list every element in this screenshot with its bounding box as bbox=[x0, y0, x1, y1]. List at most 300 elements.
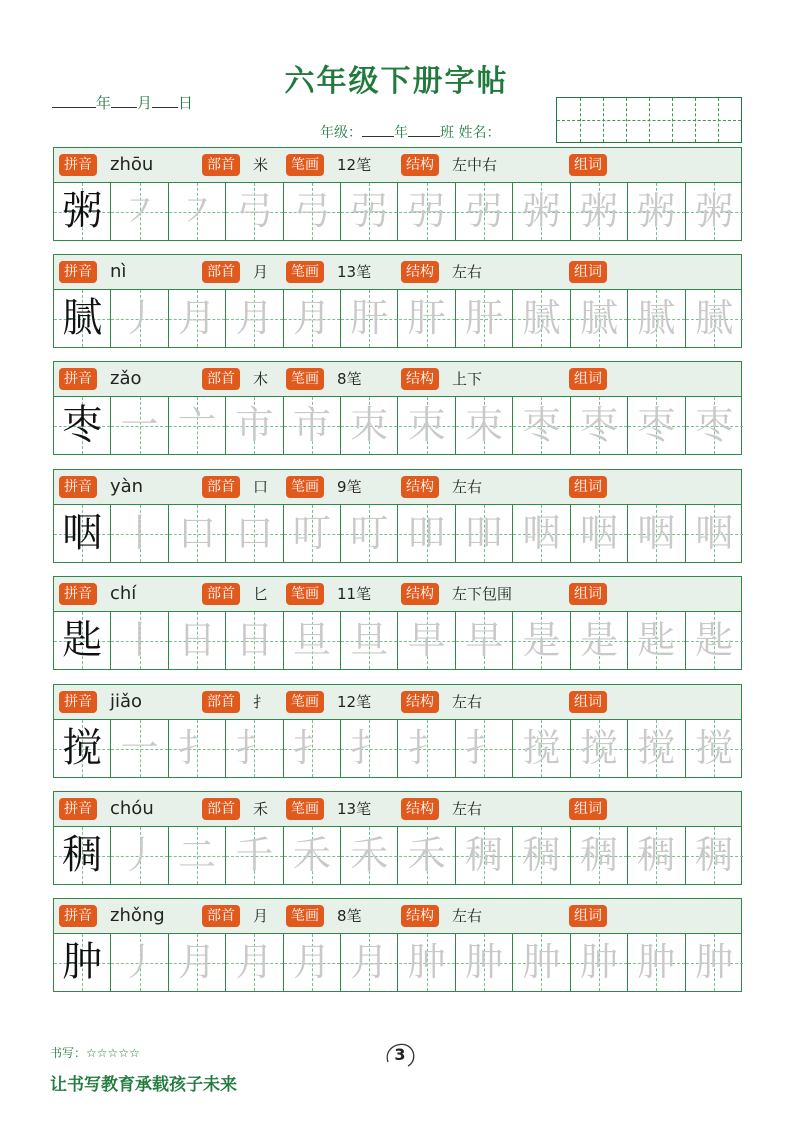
radical-value: 月 bbox=[253, 907, 269, 925]
strokes-value: 8笔 bbox=[337, 370, 362, 388]
grid-cell[interactable] bbox=[284, 720, 341, 777]
words-tag: 组词 bbox=[569, 261, 607, 283]
structure-value: 左右 bbox=[452, 800, 483, 818]
grid-cell[interactable] bbox=[111, 290, 168, 347]
grid-cell[interactable] bbox=[284, 934, 341, 991]
grid-cell[interactable] bbox=[169, 934, 226, 991]
grid-cell[interactable] bbox=[628, 934, 685, 991]
grid-cell[interactable] bbox=[54, 505, 111, 562]
trace-character: 搅 bbox=[637, 726, 676, 770]
grid-cell[interactable] bbox=[628, 827, 685, 884]
trace-character: ㇇ bbox=[177, 189, 216, 233]
pinyin-value: nì bbox=[110, 261, 127, 282]
trace-character: 肿 bbox=[465, 940, 504, 984]
structure-tag: 结构 bbox=[401, 154, 439, 176]
trace-character: 肿 bbox=[522, 940, 561, 984]
structure-value: 左右 bbox=[452, 478, 483, 496]
trace-character: 早 bbox=[407, 618, 446, 662]
trace-character: 粥 bbox=[695, 189, 734, 233]
grid-cell[interactable] bbox=[456, 505, 513, 562]
pinyin-tag: 拼音 bbox=[59, 476, 97, 498]
grid-cell[interactable] bbox=[513, 720, 570, 777]
trace-character: 朿 bbox=[465, 403, 504, 447]
grid-cell[interactable] bbox=[686, 720, 743, 777]
structure-tag: 结构 bbox=[401, 905, 439, 927]
trace-character: 月 bbox=[235, 296, 274, 340]
pinyin-value: chóu bbox=[110, 798, 154, 819]
writing-grid bbox=[53, 720, 742, 778]
grid-cell[interactable] bbox=[571, 290, 628, 347]
strokes-value: 8笔 bbox=[337, 907, 362, 925]
trace-character: 粥 bbox=[637, 189, 676, 233]
trace-character: 二 bbox=[177, 833, 216, 877]
grid-cell[interactable] bbox=[399, 183, 456, 240]
grid-cell[interactable] bbox=[628, 612, 685, 669]
trace-character: 旦 bbox=[292, 618, 331, 662]
trace-character: 肝 bbox=[407, 296, 446, 340]
trace-character: 搅 bbox=[695, 726, 734, 770]
structure-tag: 结构 bbox=[401, 368, 439, 390]
strokes-value: 12笔 bbox=[337, 693, 372, 711]
trace-character: 弓 bbox=[235, 189, 274, 233]
structure-value: 左下包围 bbox=[452, 585, 513, 603]
radical-tag: 部首 bbox=[202, 261, 240, 283]
pinyin-value: chí bbox=[110, 583, 137, 604]
radical-value: 月 bbox=[253, 263, 269, 281]
year-label: 年 bbox=[96, 94, 112, 112]
grid-cell[interactable] bbox=[513, 290, 570, 347]
trace-character: 弜 bbox=[350, 189, 389, 233]
grid-cell[interactable] bbox=[54, 397, 111, 454]
trace-character: 匙 bbox=[637, 618, 676, 662]
trace-character: 粥 bbox=[522, 189, 561, 233]
writing-grid bbox=[53, 934, 742, 992]
grid-cell[interactable] bbox=[341, 934, 398, 991]
trace-character: 千 bbox=[235, 833, 274, 877]
trace-character: 稠 bbox=[522, 833, 561, 877]
strokes-value: 12笔 bbox=[337, 156, 372, 174]
grade-blank[interactable] bbox=[362, 124, 394, 137]
strokes-tag: 笔画 bbox=[286, 476, 324, 498]
month-label: 月 bbox=[137, 94, 153, 112]
radical-value: 匕 bbox=[253, 585, 269, 603]
grid-cell[interactable] bbox=[169, 720, 226, 777]
trace-character: 市 bbox=[235, 403, 274, 447]
info-bar bbox=[53, 576, 742, 612]
grid-cell[interactable] bbox=[111, 934, 168, 991]
grid-cell[interactable] bbox=[54, 720, 111, 777]
grid-cell[interactable] bbox=[226, 934, 283, 991]
radical-tag: 部首 bbox=[202, 691, 240, 713]
grid-cell[interactable] bbox=[341, 290, 398, 347]
trace-character: 肿 bbox=[637, 940, 676, 984]
radical-value: 禾 bbox=[253, 800, 269, 818]
pinyin-tag: 拼音 bbox=[59, 691, 97, 713]
grid-cell[interactable] bbox=[284, 827, 341, 884]
trace-character: 搅 bbox=[522, 726, 561, 770]
model-character: 匙 bbox=[62, 617, 103, 663]
rating: 书写：☆☆☆☆☆ bbox=[50, 1046, 140, 1060]
grid-cell[interactable] bbox=[456, 397, 513, 454]
practice-block bbox=[53, 791, 742, 885]
trace-character: 匙 bbox=[695, 618, 734, 662]
trace-character: 月 bbox=[292, 940, 331, 984]
grid-cell[interactable] bbox=[111, 612, 168, 669]
trace-character: 肝 bbox=[465, 296, 504, 340]
page-title: 六年级下册字帖 bbox=[284, 64, 509, 99]
grid-cell[interactable] bbox=[456, 827, 513, 884]
grade-label: 年级： bbox=[320, 125, 362, 141]
page-number: 3 bbox=[382, 1040, 418, 1070]
grid-cell[interactable] bbox=[456, 612, 513, 669]
trace-character: 稠 bbox=[637, 833, 676, 877]
model-character: 咽 bbox=[62, 510, 103, 556]
grid-cell[interactable] bbox=[341, 720, 398, 777]
model-character: 搅 bbox=[62, 725, 103, 771]
trace-character: 腻 bbox=[522, 296, 561, 340]
radical-value: 口 bbox=[253, 478, 269, 496]
grid-cell[interactable] bbox=[399, 934, 456, 991]
trace-character: 亠 bbox=[177, 403, 216, 447]
trace-character: 腻 bbox=[695, 296, 734, 340]
radical-value: 扌 bbox=[253, 693, 269, 711]
trace-character: 枣 bbox=[579, 403, 618, 447]
trace-character: 扌 bbox=[350, 726, 389, 770]
trace-character: 口 bbox=[177, 511, 216, 555]
grid-cell[interactable] bbox=[284, 290, 341, 347]
words-tag: 组词 bbox=[569, 583, 607, 605]
grid-cell[interactable] bbox=[226, 827, 283, 884]
writing-grid bbox=[53, 612, 742, 670]
strokes-tag: 笔画 bbox=[286, 261, 324, 283]
trace-character: 肿 bbox=[407, 940, 446, 984]
trace-character: 咽 bbox=[579, 511, 618, 555]
date-line bbox=[52, 92, 193, 113]
strokes-value: 11笔 bbox=[337, 585, 372, 603]
grid-cell[interactable] bbox=[571, 397, 628, 454]
radical-tag: 部首 bbox=[202, 368, 240, 390]
grid-cell[interactable] bbox=[54, 934, 111, 991]
grid-cell[interactable] bbox=[399, 612, 456, 669]
pinyin-tag: 拼音 bbox=[59, 261, 97, 283]
grid-cell[interactable] bbox=[226, 183, 283, 240]
trace-character: 口 bbox=[235, 511, 274, 555]
grid-cell[interactable] bbox=[571, 827, 628, 884]
trace-character: 丿 bbox=[120, 296, 159, 340]
radical-value: 木 bbox=[253, 370, 269, 388]
trace-character: 肝 bbox=[350, 296, 389, 340]
trace-character: 弜 bbox=[407, 189, 446, 233]
practice-block bbox=[53, 147, 742, 241]
trace-character: 腻 bbox=[637, 296, 676, 340]
grid-cell[interactable] bbox=[111, 720, 168, 777]
radical-tag: 部首 bbox=[202, 476, 240, 498]
trace-character: 扌 bbox=[235, 726, 274, 770]
practice-block bbox=[53, 684, 742, 778]
model-character: 粥 bbox=[62, 188, 103, 234]
practice-block bbox=[53, 576, 742, 670]
trace-character: 月 bbox=[235, 940, 274, 984]
grid-cell[interactable] bbox=[456, 290, 513, 347]
trace-character: 早 bbox=[465, 618, 504, 662]
radical-value: 米 bbox=[253, 156, 269, 174]
strokes-tag: 笔画 bbox=[286, 798, 324, 820]
grid-cell[interactable] bbox=[571, 505, 628, 562]
words-tag: 组词 bbox=[569, 905, 607, 927]
grid-cell[interactable] bbox=[513, 505, 570, 562]
strokes-value: 13笔 bbox=[337, 800, 372, 818]
grid-cell[interactable] bbox=[686, 934, 743, 991]
grid-cell[interactable] bbox=[341, 397, 398, 454]
strokes-value: 13笔 bbox=[337, 263, 372, 281]
structure-tag: 结构 bbox=[401, 261, 439, 283]
trace-character: ㇇ bbox=[120, 189, 159, 233]
grid-cell[interactable] bbox=[628, 397, 685, 454]
radical-tag: 部首 bbox=[202, 154, 240, 176]
trace-character: 月 bbox=[350, 940, 389, 984]
trace-character: 肿 bbox=[579, 940, 618, 984]
writing-grid bbox=[53, 183, 742, 241]
trace-character: 月 bbox=[292, 296, 331, 340]
day-blank[interactable] bbox=[152, 95, 178, 108]
name-label: 姓名： bbox=[458, 125, 501, 141]
structure-tag: 结构 bbox=[401, 476, 439, 498]
student-info bbox=[320, 122, 500, 142]
grid-cell[interactable] bbox=[111, 505, 168, 562]
trace-character: 粥 bbox=[579, 189, 618, 233]
grid-cell[interactable] bbox=[513, 934, 570, 991]
trace-character: 叮 bbox=[350, 511, 389, 555]
trace-character: 腻 bbox=[579, 296, 618, 340]
info-bar bbox=[53, 254, 742, 290]
trace-character: 是 bbox=[522, 618, 561, 662]
grid-cell[interactable] bbox=[284, 397, 341, 454]
pinyin-tag: 拼音 bbox=[59, 905, 97, 927]
trace-character: 月 bbox=[177, 296, 216, 340]
info-bar bbox=[53, 361, 742, 397]
class-unit: 班 bbox=[440, 125, 454, 141]
grid-cell[interactable] bbox=[111, 183, 168, 240]
strokes-tag: 笔画 bbox=[286, 691, 324, 713]
grid-cell[interactable] bbox=[686, 505, 743, 562]
name-box[interactable] bbox=[556, 97, 742, 143]
info-bar bbox=[53, 469, 742, 505]
trace-character: 丿 bbox=[120, 940, 159, 984]
grid-cell[interactable] bbox=[456, 934, 513, 991]
pinyin-value: jiǎo bbox=[110, 691, 143, 712]
grid-cell[interactable] bbox=[169, 183, 226, 240]
words-tag: 组词 bbox=[569, 368, 607, 390]
trace-character: 禾 bbox=[350, 833, 389, 877]
grid-cell[interactable] bbox=[341, 827, 398, 884]
grid-cell[interactable] bbox=[628, 720, 685, 777]
grid-cell[interactable] bbox=[686, 612, 743, 669]
pinyin-value: zǎo bbox=[110, 368, 142, 389]
practice-block bbox=[53, 898, 742, 992]
trace-character: 丨 bbox=[120, 618, 159, 662]
grid-cell[interactable] bbox=[513, 612, 570, 669]
trace-character: 稠 bbox=[579, 833, 618, 877]
grid-cell[interactable] bbox=[341, 505, 398, 562]
grid-cell[interactable] bbox=[628, 183, 685, 240]
grid-cell[interactable] bbox=[169, 290, 226, 347]
grid-cell[interactable] bbox=[686, 183, 743, 240]
strokes-value: 9笔 bbox=[337, 478, 362, 496]
radical-tag: 部首 bbox=[202, 583, 240, 605]
strokes-tag: 笔画 bbox=[286, 905, 324, 927]
grid-cell[interactable] bbox=[169, 827, 226, 884]
grid-cell[interactable] bbox=[628, 290, 685, 347]
radical-tag: 部首 bbox=[202, 798, 240, 820]
trace-character: 咽 bbox=[695, 511, 734, 555]
class-blank[interactable] bbox=[408, 124, 440, 137]
trace-character: 枣 bbox=[695, 403, 734, 447]
grid-cell[interactable] bbox=[226, 505, 283, 562]
pinyin-value: zhōu bbox=[110, 154, 154, 175]
grid-cell[interactable] bbox=[571, 934, 628, 991]
grid-cell[interactable] bbox=[111, 827, 168, 884]
grid-cell[interactable] bbox=[456, 720, 513, 777]
trace-character: 扌 bbox=[407, 726, 446, 770]
practice-block bbox=[53, 254, 742, 348]
grade-year-unit: 年 bbox=[394, 125, 408, 141]
practice-block bbox=[53, 469, 742, 563]
pinyin-value: zhǒng bbox=[110, 905, 165, 926]
words-tag: 组词 bbox=[569, 154, 607, 176]
strokes-tag: 笔画 bbox=[286, 583, 324, 605]
grid-cell[interactable] bbox=[54, 612, 111, 669]
pinyin-tag: 拼音 bbox=[59, 583, 97, 605]
trace-character: 扌 bbox=[177, 726, 216, 770]
grid-cell[interactable] bbox=[54, 183, 111, 240]
day-label: 日 bbox=[178, 94, 194, 112]
pinyin-tag: 拼音 bbox=[59, 154, 97, 176]
grid-cell[interactable] bbox=[399, 290, 456, 347]
pinyin-tag: 拼音 bbox=[59, 798, 97, 820]
grid-cell[interactable] bbox=[226, 290, 283, 347]
model-character: 枣 bbox=[62, 402, 103, 448]
grid-cell[interactable] bbox=[571, 183, 628, 240]
strokes-tag: 笔画 bbox=[286, 154, 324, 176]
practice-block bbox=[53, 361, 742, 455]
grid-cell[interactable] bbox=[341, 183, 398, 240]
trace-character: 一 bbox=[120, 403, 159, 447]
writing-grid bbox=[53, 827, 742, 885]
radical-tag: 部首 bbox=[202, 905, 240, 927]
trace-character: 枣 bbox=[522, 403, 561, 447]
strokes-tag: 笔画 bbox=[286, 368, 324, 390]
trace-character: 咽 bbox=[522, 511, 561, 555]
trace-character: 吅 bbox=[407, 511, 446, 555]
trace-character: 月 bbox=[177, 940, 216, 984]
grid-cell[interactable] bbox=[284, 505, 341, 562]
structure-tag: 结构 bbox=[401, 798, 439, 820]
grid-cell[interactable] bbox=[571, 720, 628, 777]
trace-character: 禾 bbox=[407, 833, 446, 877]
trace-character: 枣 bbox=[637, 403, 676, 447]
grid-cell[interactable] bbox=[571, 612, 628, 669]
info-bar bbox=[53, 898, 742, 934]
info-bar bbox=[53, 684, 742, 720]
model-character: 腻 bbox=[62, 295, 103, 341]
grid-cell[interactable] bbox=[399, 397, 456, 454]
model-character: 稠 bbox=[62, 832, 103, 878]
trace-character: 搅 bbox=[579, 726, 618, 770]
structure-value: 左右 bbox=[452, 693, 483, 711]
model-character: 肿 bbox=[62, 939, 103, 985]
trace-character: 市 bbox=[292, 403, 331, 447]
words-tag: 组词 bbox=[569, 476, 607, 498]
pinyin-tag: 拼音 bbox=[59, 368, 97, 390]
grid-cell[interactable] bbox=[54, 290, 111, 347]
trace-character: 禾 bbox=[292, 833, 331, 877]
trace-character: 丿 bbox=[120, 833, 159, 877]
trace-character: 扌 bbox=[465, 726, 504, 770]
grid-cell[interactable] bbox=[341, 612, 398, 669]
trace-character: 稠 bbox=[465, 833, 504, 877]
grid-cell[interactable] bbox=[226, 397, 283, 454]
trace-character: 稠 bbox=[695, 833, 734, 877]
trace-character: 肿 bbox=[695, 940, 734, 984]
info-bar bbox=[53, 791, 742, 827]
trace-character: 吅 bbox=[465, 511, 504, 555]
grid-cell[interactable] bbox=[284, 612, 341, 669]
grid-cell[interactable] bbox=[226, 612, 283, 669]
grid-cell[interactable] bbox=[399, 505, 456, 562]
grid-cell[interactable] bbox=[226, 720, 283, 777]
writing-grid bbox=[53, 505, 742, 563]
trace-character: 一 bbox=[120, 726, 159, 770]
trace-character: 咽 bbox=[637, 511, 676, 555]
grid-cell[interactable] bbox=[399, 720, 456, 777]
structure-value: 左中右 bbox=[452, 156, 498, 174]
info-bar bbox=[53, 147, 742, 183]
structure-value: 左右 bbox=[452, 263, 483, 281]
structure-value: 上下 bbox=[452, 370, 483, 388]
grid-cell[interactable] bbox=[399, 827, 456, 884]
grid-cell[interactable] bbox=[686, 827, 743, 884]
trace-character: 弜 bbox=[465, 189, 504, 233]
trace-character: 扌 bbox=[292, 726, 331, 770]
grid-cell[interactable] bbox=[284, 183, 341, 240]
trace-character: 叮 bbox=[292, 511, 331, 555]
grid-cell[interactable] bbox=[513, 183, 570, 240]
structure-value: 左右 bbox=[452, 907, 483, 925]
grid-cell[interactable] bbox=[169, 505, 226, 562]
grid-cell[interactable] bbox=[628, 505, 685, 562]
grid-cell[interactable] bbox=[111, 397, 168, 454]
trace-character: 朿 bbox=[407, 403, 446, 447]
grid-cell[interactable] bbox=[54, 827, 111, 884]
grid-cell[interactable] bbox=[513, 397, 570, 454]
trace-character: 弓 bbox=[292, 189, 331, 233]
grid-cell[interactable] bbox=[513, 827, 570, 884]
structure-tag: 结构 bbox=[401, 691, 439, 713]
year-blank[interactable] bbox=[52, 95, 96, 108]
grid-cell[interactable] bbox=[686, 397, 743, 454]
writing-grid bbox=[53, 397, 742, 455]
month-blank[interactable] bbox=[111, 95, 137, 108]
grid-cell[interactable] bbox=[169, 612, 226, 669]
slogan: 让书写教育承载孩子未来 bbox=[50, 1075, 237, 1095]
grid-cell[interactable] bbox=[456, 183, 513, 240]
trace-character: 朿 bbox=[350, 403, 389, 447]
grid-cell[interactable] bbox=[686, 290, 743, 347]
pinyin-value: yàn bbox=[110, 476, 144, 497]
grid-cell[interactable] bbox=[169, 397, 226, 454]
trace-character: 丨 bbox=[120, 511, 159, 555]
trace-character: 是 bbox=[579, 618, 618, 662]
